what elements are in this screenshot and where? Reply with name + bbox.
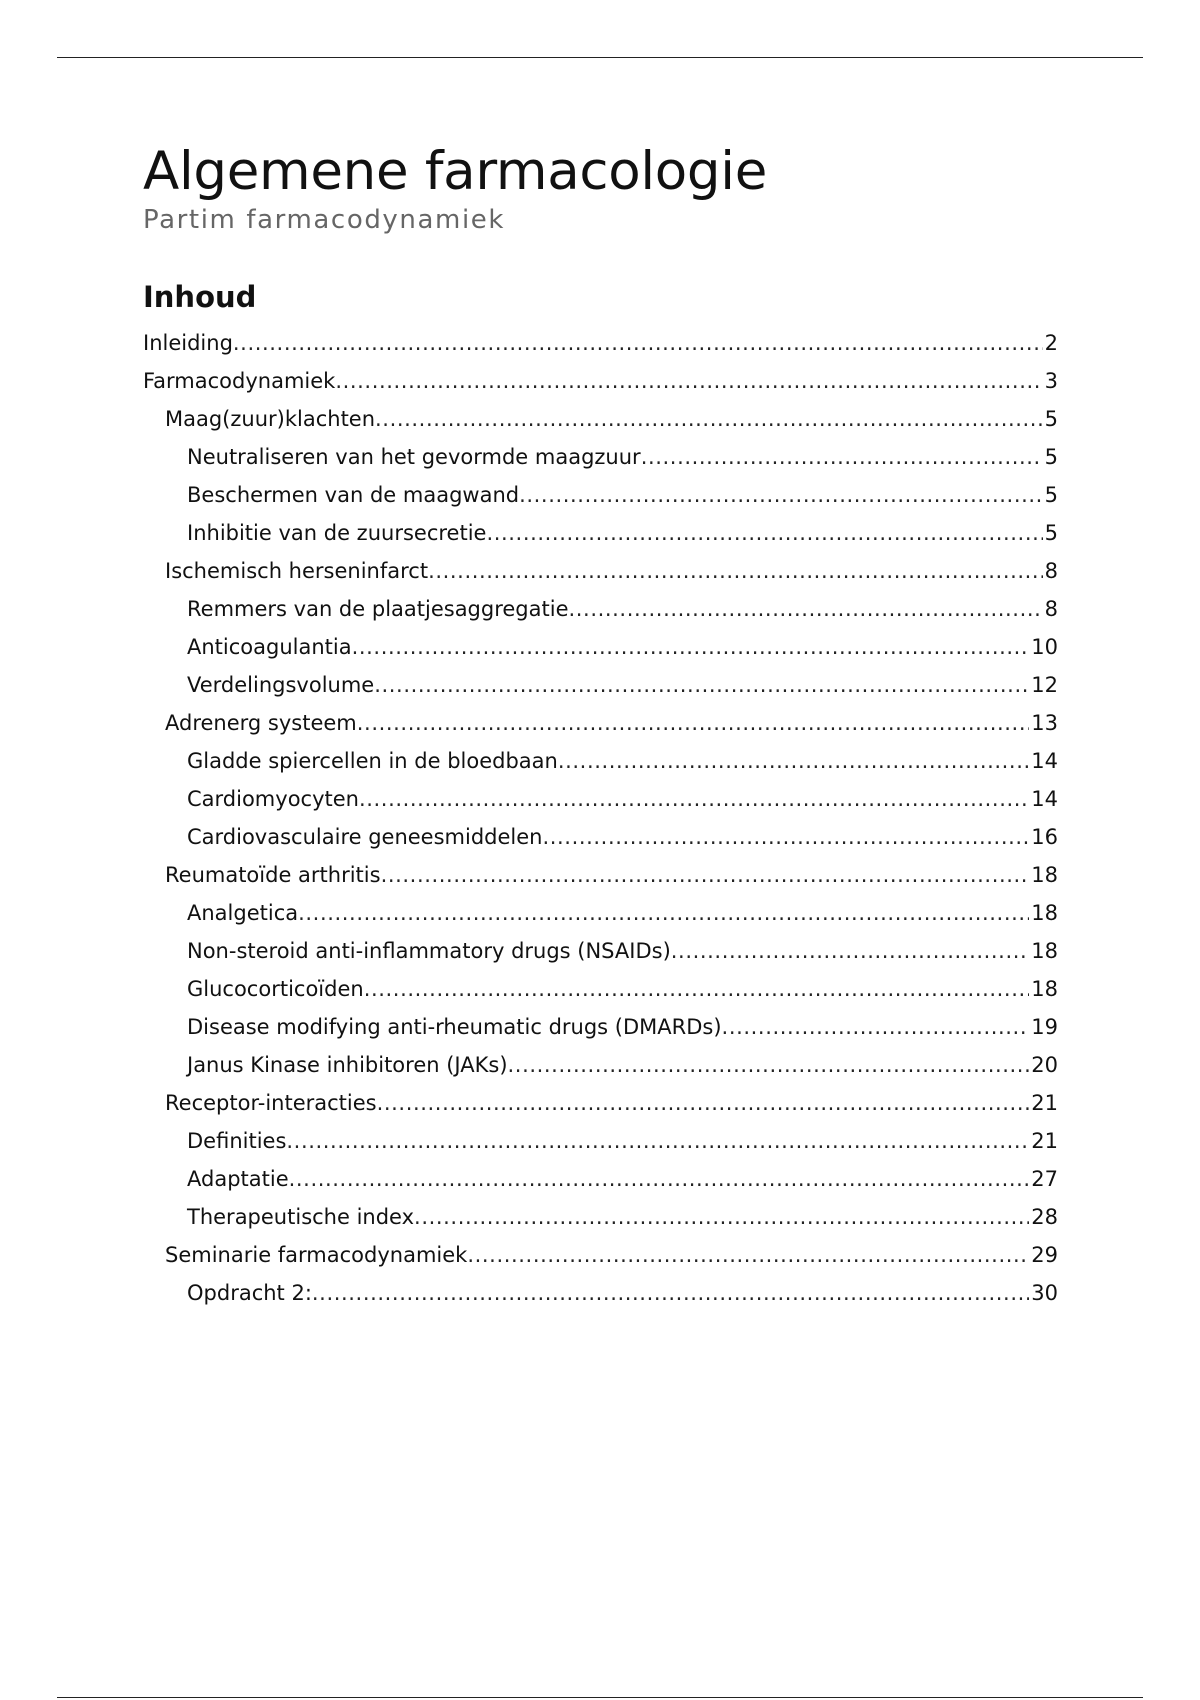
toc-entry-label: Beschermen van de maagwand	[187, 483, 520, 507]
toc-dot-leader	[289, 1164, 1030, 1194]
toc-entry[interactable]	[143, 1278, 1058, 1316]
toc-dot-leader	[374, 670, 1029, 700]
toc-entry[interactable]	[143, 936, 1058, 974]
toc-dot-leader	[377, 1088, 1030, 1118]
toc-entry[interactable]	[143, 1012, 1058, 1050]
toc-entry-label: Anticoagulantia	[187, 635, 352, 659]
toc-entry-label: Gladde spiercellen in de bloedbaan	[187, 749, 558, 773]
toc-entry[interactable]	[143, 1240, 1058, 1278]
toc-dot-leader	[381, 860, 1030, 890]
toc-dot-leader	[519, 480, 1043, 510]
toc-heading: Inhoud	[143, 280, 257, 314]
toc-entry[interactable]	[143, 670, 1058, 708]
toc-dot-leader	[569, 594, 1043, 624]
toc-entry-page-number: 12	[1031, 673, 1058, 697]
toc-entry-label: Ischemisch herseninfarct	[165, 559, 429, 583]
toc-entry[interactable]	[143, 860, 1058, 898]
toc-entry-page-number: 19	[1031, 1015, 1058, 1039]
toc-entry-label: Inleiding	[143, 331, 233, 355]
toc-dot-leader	[641, 442, 1043, 472]
toc-entry-label: Cardiovasculaire geneesmiddelen	[187, 825, 543, 849]
toc-entry[interactable]	[143, 594, 1058, 632]
toc-entry[interactable]	[143, 822, 1058, 860]
toc-entry[interactable]	[143, 556, 1058, 594]
toc-entry[interactable]	[143, 1088, 1058, 1126]
toc-dot-leader	[508, 1050, 1030, 1080]
toc-entry-label: Farmacodynamiek	[143, 369, 336, 393]
toc-entry[interactable]	[143, 784, 1058, 822]
toc-entry[interactable]	[143, 328, 1058, 366]
document-subtitle: Partim farmacodynamiek	[143, 205, 506, 235]
toc-entry-page-number: 8	[1044, 559, 1058, 583]
toc-entry-label: Disease modifying anti-rheumatic drugs (DMARDs)	[187, 1015, 722, 1039]
toc-dot-leader	[558, 746, 1029, 776]
toc-entry-page-number: 13	[1031, 711, 1058, 735]
toc-dot-leader	[722, 1012, 1030, 1042]
toc-entry[interactable]	[143, 442, 1058, 480]
toc-dot-leader	[542, 822, 1029, 852]
toc-entry-label: Cardiomyocyten	[187, 787, 359, 811]
toc-dot-leader	[352, 632, 1030, 662]
toc-dot-leader	[335, 366, 1042, 396]
toc-entry-page-number: 28	[1031, 1205, 1058, 1229]
toc-entry-page-number: 3	[1044, 369, 1058, 393]
toc-entry-page-number: 21	[1031, 1129, 1058, 1153]
toc-entry[interactable]	[143, 1050, 1058, 1088]
toc-entry[interactable]	[143, 366, 1058, 404]
toc-entry-page-number: 27	[1031, 1167, 1058, 1191]
toc-entry[interactable]	[143, 708, 1058, 746]
toc-dot-leader	[467, 1240, 1029, 1270]
header-rule	[57, 57, 1143, 58]
toc-dot-leader	[486, 518, 1042, 548]
toc-entry-label: Opdracht 2:	[187, 1281, 312, 1305]
toc-entry[interactable]	[143, 746, 1058, 784]
toc-entry[interactable]	[143, 1164, 1058, 1202]
toc-entry-label: Neutraliseren van het gevormde maagzuur	[187, 445, 641, 469]
toc-entry-page-number: 10	[1031, 635, 1058, 659]
toc-entry-page-number: 18	[1031, 977, 1058, 1001]
toc-entry-page-number: 18	[1031, 939, 1058, 963]
toc-entry-page-number: 5	[1044, 407, 1058, 431]
toc-dot-leader	[233, 328, 1043, 358]
toc-entry[interactable]	[143, 518, 1058, 556]
toc-entry-page-number: 29	[1031, 1243, 1058, 1267]
toc-entry-page-number: 16	[1031, 825, 1058, 849]
toc-dot-leader	[359, 784, 1029, 814]
toc-entry[interactable]	[143, 1126, 1058, 1164]
toc-dot-leader	[671, 936, 1029, 966]
toc-entry-label: Janus Kinase inhibitoren (JAKs)	[187, 1053, 508, 1077]
toc-entry[interactable]	[143, 404, 1058, 442]
toc-entry-label: Adaptatie	[187, 1167, 289, 1191]
toc-entry-label: Non-steroid anti-inflammatory drugs (NSAIDs)	[187, 939, 671, 963]
toc-entry-label: Seminarie farmacodynamiek	[165, 1243, 468, 1267]
toc-dot-leader	[286, 1126, 1029, 1156]
toc-entry-label: Analgetica	[187, 901, 299, 925]
toc-entry-label: Remmers van de plaatjesaggregatie	[187, 597, 569, 621]
toc-entry-page-number: 5	[1044, 445, 1058, 469]
toc-entry-label: Receptor-interacties	[165, 1091, 377, 1115]
document-title: Algemene farmacologie	[143, 141, 768, 202]
toc-entry-label: Adrenerg systeem	[165, 711, 357, 735]
toc-entry-page-number: 18	[1031, 863, 1058, 887]
toc-entry-page-number: 5	[1044, 521, 1058, 545]
toc-entry-label: Therapeutische index	[187, 1205, 415, 1229]
toc-dot-leader	[375, 404, 1043, 434]
toc-entry-page-number: 20	[1031, 1053, 1058, 1077]
toc-entry-label: Glucocorticoïden	[187, 977, 364, 1001]
toc-entry-label: Definities	[187, 1129, 287, 1153]
toc-entry-page-number: 8	[1044, 597, 1058, 621]
toc-entry-label: Verdelingsvolume	[187, 673, 375, 697]
table-of-contents	[143, 328, 1058, 1316]
toc-dot-leader	[364, 974, 1030, 1004]
toc-entry-page-number: 30	[1031, 1281, 1058, 1305]
toc-entry-label: Maag(zuur)klachten	[165, 407, 376, 431]
toc-dot-leader	[428, 556, 1043, 586]
toc-entry-page-number: 5	[1044, 483, 1058, 507]
toc-entry-page-number: 14	[1031, 749, 1058, 773]
toc-entry-label: Inhibitie van de zuursecretie	[187, 521, 487, 545]
toc-entry-page-number: 21	[1031, 1091, 1058, 1115]
toc-entry[interactable]	[143, 898, 1058, 936]
toc-dot-leader	[312, 1278, 1029, 1308]
toc-entry-page-number: 14	[1031, 787, 1058, 811]
toc-entry-page-number: 18	[1031, 901, 1058, 925]
title-page	[143, 140, 1058, 1305]
toc-entry-label: Reumatoïde arthritis	[165, 863, 381, 887]
toc-entry[interactable]	[143, 480, 1058, 518]
toc-entry[interactable]	[143, 974, 1058, 1012]
toc-dot-leader	[414, 1202, 1029, 1232]
toc-entry[interactable]	[143, 1202, 1058, 1240]
footer-rule	[57, 1697, 1143, 1698]
toc-dot-leader	[298, 898, 1029, 928]
toc-entry[interactable]	[143, 632, 1058, 670]
toc-dot-leader	[357, 708, 1030, 738]
toc-entry-page-number: 2	[1044, 331, 1058, 355]
